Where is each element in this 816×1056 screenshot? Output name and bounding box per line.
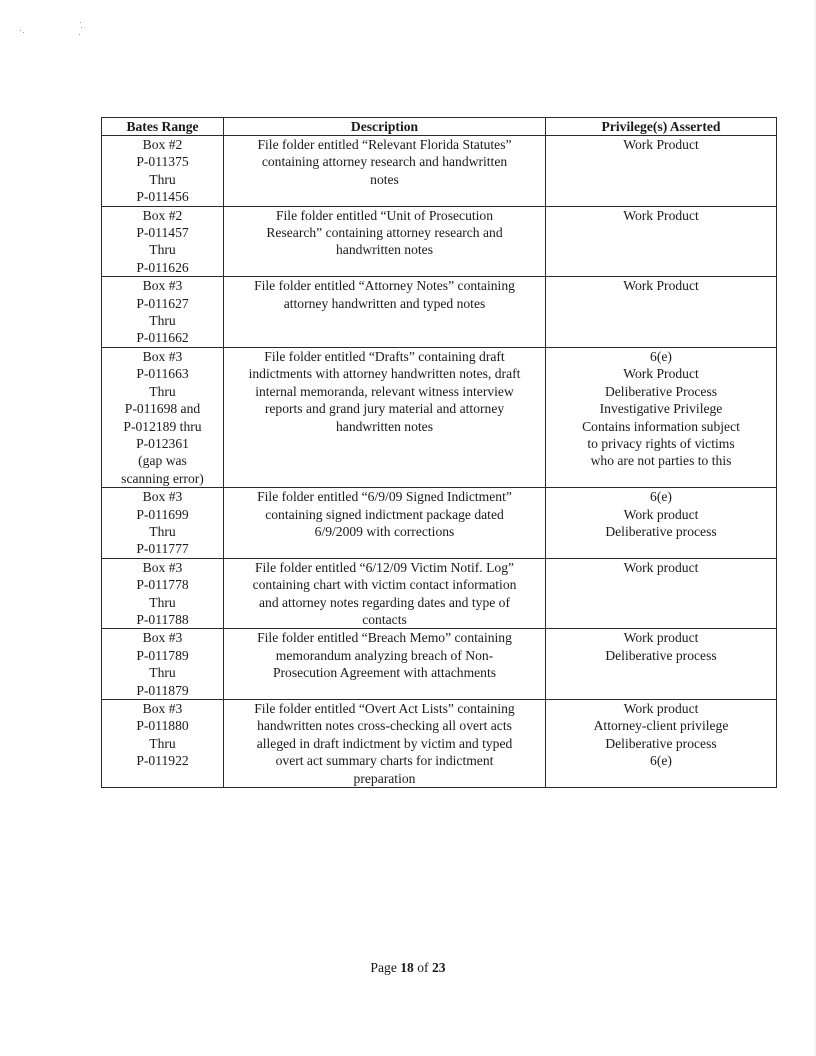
scan-artifact-marks — [18, 18, 108, 48]
privilege-line: who are not parties to this — [590, 453, 732, 469]
privilege-cell — [546, 206, 777, 277]
privilege-cell — [546, 700, 777, 788]
privilege-cell — [546, 629, 777, 700]
footer-current-page: 18 — [400, 960, 414, 975]
page-footer — [0, 960, 816, 976]
table-row — [102, 629, 777, 700]
privilege-line: to privacy rights of victims — [587, 435, 735, 451]
description-line: notes — [370, 171, 399, 187]
description-line: overt act summary charts for indictment — [275, 753, 494, 769]
description-line: memorandum analyzing breach of Non- — [275, 647, 494, 663]
bates-line: Box #3 — [142, 348, 183, 364]
description-line: File folder entitled “6/9/09 Signed Indictment” — [257, 489, 512, 505]
description-cell — [224, 558, 546, 629]
bates-line: P-011627 — [136, 295, 189, 311]
bates-range-cell — [102, 136, 224, 207]
description-line: File folder entitled “Unit of Prosecution — [275, 207, 494, 223]
bates-range-cell — [102, 700, 224, 788]
description-line: File folder entitled “Drafts” containing draft — [264, 348, 505, 364]
table-row — [102, 277, 777, 348]
bates-range-cell — [102, 347, 224, 487]
privilege-cell — [546, 488, 777, 559]
bates-line: P-011375 — [136, 154, 189, 170]
description-line: File folder entitled “Attorney Notes” containing — [254, 278, 515, 294]
privilege-line: Work product — [623, 630, 699, 646]
description-line: File folder entitled “Breach Memo” containing — [257, 630, 512, 646]
bates-line: P-011880 — [136, 718, 189, 734]
bates-line: P-011879 — [136, 682, 189, 698]
bates-range-cell — [102, 558, 224, 629]
header-bates-range: Bates Range — [102, 118, 224, 136]
privilege-line: Deliberative process — [605, 523, 717, 539]
privilege-line: Work product — [623, 559, 699, 575]
privilege-log-table — [101, 117, 777, 788]
description-cell — [224, 206, 546, 277]
header-row — [102, 118, 777, 136]
privilege-line: 6(e) — [650, 753, 672, 769]
bates-range-cell — [102, 277, 224, 348]
bates-line: P-011778 — [136, 577, 189, 593]
description-line: and attorney notes regarding dates and type of — [258, 594, 511, 610]
bates-line: P-011777 — [136, 541, 189, 557]
bates-line: Thru — [149, 242, 176, 258]
privilege-line: Deliberative process — [605, 735, 717, 751]
header-description: Description — [224, 118, 546, 136]
table-row — [102, 488, 777, 559]
description-line: containing chart with victim contact information — [252, 577, 517, 593]
bates-line: Thru — [149, 594, 176, 610]
bates-line: Thru — [149, 735, 176, 751]
header-privileges-asserted: Privilege(s) Asserted — [546, 118, 777, 136]
privilege-line: 6(e) — [650, 489, 672, 505]
privilege-line: Attorney-client privilege — [593, 718, 729, 734]
description-cell — [224, 136, 546, 207]
bates-line: P-011789 — [136, 647, 189, 663]
bates-line: Thru — [149, 523, 176, 539]
bates-line: Thru — [149, 383, 176, 399]
privilege-line: 6(e) — [650, 348, 672, 364]
bates-line: Box #2 — [142, 207, 183, 223]
table-row — [102, 700, 777, 788]
bates-line: P-011699 — [136, 506, 189, 522]
table-row — [102, 206, 777, 277]
description-line: handwritten notes — [335, 242, 434, 258]
bates-line: Thru — [149, 313, 176, 329]
description-line: handwritten notes cross-checking all overt acts — [257, 718, 512, 734]
footer-prefix: Page — [370, 960, 401, 975]
description-line: alleged in draft indictment by victim and typed — [256, 735, 513, 751]
description-cell — [224, 277, 546, 348]
privilege-line: Work Product — [623, 137, 699, 152]
description-line: containing attorney research and handwritten — [261, 154, 508, 170]
privilege-line: Investigative Privilege — [599, 401, 723, 417]
privilege-line: Work Product — [623, 207, 699, 223]
description-line: attorney handwritten and typed notes — [283, 295, 486, 311]
bates-line: P-011456 — [136, 189, 189, 205]
description-line: handwritten notes — [335, 418, 434, 434]
description-cell — [224, 488, 546, 559]
description-cell — [224, 347, 546, 487]
footer-total-pages: 23 — [431, 960, 446, 975]
bates-line: P-012189 thru — [123, 418, 202, 434]
privilege-cell — [546, 136, 777, 207]
bates-line: P-011698 and — [124, 401, 201, 417]
privilege-line: Work product — [623, 701, 699, 716]
privilege-line: Work Product — [623, 366, 699, 382]
bates-line: P-011922 — [136, 753, 189, 769]
bates-line: P-011788 — [136, 611, 189, 627]
bates-line: P-011457 — [136, 225, 189, 241]
description-line: internal memoranda, relevant witness interview — [255, 383, 514, 399]
bates-line: Box #3 — [142, 559, 183, 575]
description-line: Research” containing attorney research and — [266, 225, 503, 241]
description-cell — [224, 700, 546, 788]
bates-line: P-012361 — [136, 435, 189, 451]
bates-range-cell — [102, 206, 224, 277]
bates-line: (gap was — [138, 453, 187, 469]
bates-line: P-011663 — [136, 366, 189, 382]
description-line: preparation — [353, 770, 416, 786]
table-row — [102, 558, 777, 629]
privilege-cell — [546, 558, 777, 629]
footer-separator: of — [413, 960, 432, 975]
bates-line: Thru — [149, 171, 176, 187]
description-line: Prosecution Agreement with attachments — [272, 665, 497, 681]
privilege-line: Work product — [623, 506, 699, 522]
description-line: containing signed indictment package dated — [265, 506, 504, 522]
table-row — [102, 136, 777, 207]
table-body — [102, 136, 777, 788]
bates-line: Box #2 — [142, 137, 183, 152]
bates-line: P-011662 — [136, 330, 189, 346]
privilege-line: Contains information subject — [582, 418, 740, 434]
description-line: reports and grand jury material and attorney — [264, 401, 505, 417]
privilege-cell — [546, 277, 777, 348]
description-line: File folder entitled “Relevant Florida Statutes” — [257, 137, 512, 152]
bates-line: scanning error) — [121, 470, 204, 486]
description-line: indictments with attorney handwritten notes, draft — [248, 366, 521, 382]
table-header — [102, 118, 777, 136]
privilege-line: Deliberative process — [605, 647, 717, 663]
bates-range-cell — [102, 488, 224, 559]
description-line: File folder entitled “Overt Act Lists” containing — [254, 701, 515, 716]
bates-line: Box #3 — [142, 489, 183, 505]
description-line: contacts — [362, 611, 407, 627]
privilege-line: Work Product — [623, 278, 699, 294]
bates-line: Box #3 — [142, 701, 183, 716]
privilege-line: Deliberative Process — [604, 383, 718, 399]
bates-range-cell — [102, 629, 224, 700]
privilege-cell — [546, 347, 777, 487]
bates-line: P-011626 — [136, 259, 189, 275]
description-line: File folder entitled “6/12/09 Victim Notif. Log” — [254, 559, 515, 575]
bates-line: Box #3 — [142, 630, 183, 646]
description-cell — [224, 629, 546, 700]
table-row — [102, 347, 777, 487]
bates-line: Thru — [149, 665, 176, 681]
bates-line: Box #3 — [142, 278, 183, 294]
description-line: 6/9/2009 with corrections — [314, 523, 455, 539]
